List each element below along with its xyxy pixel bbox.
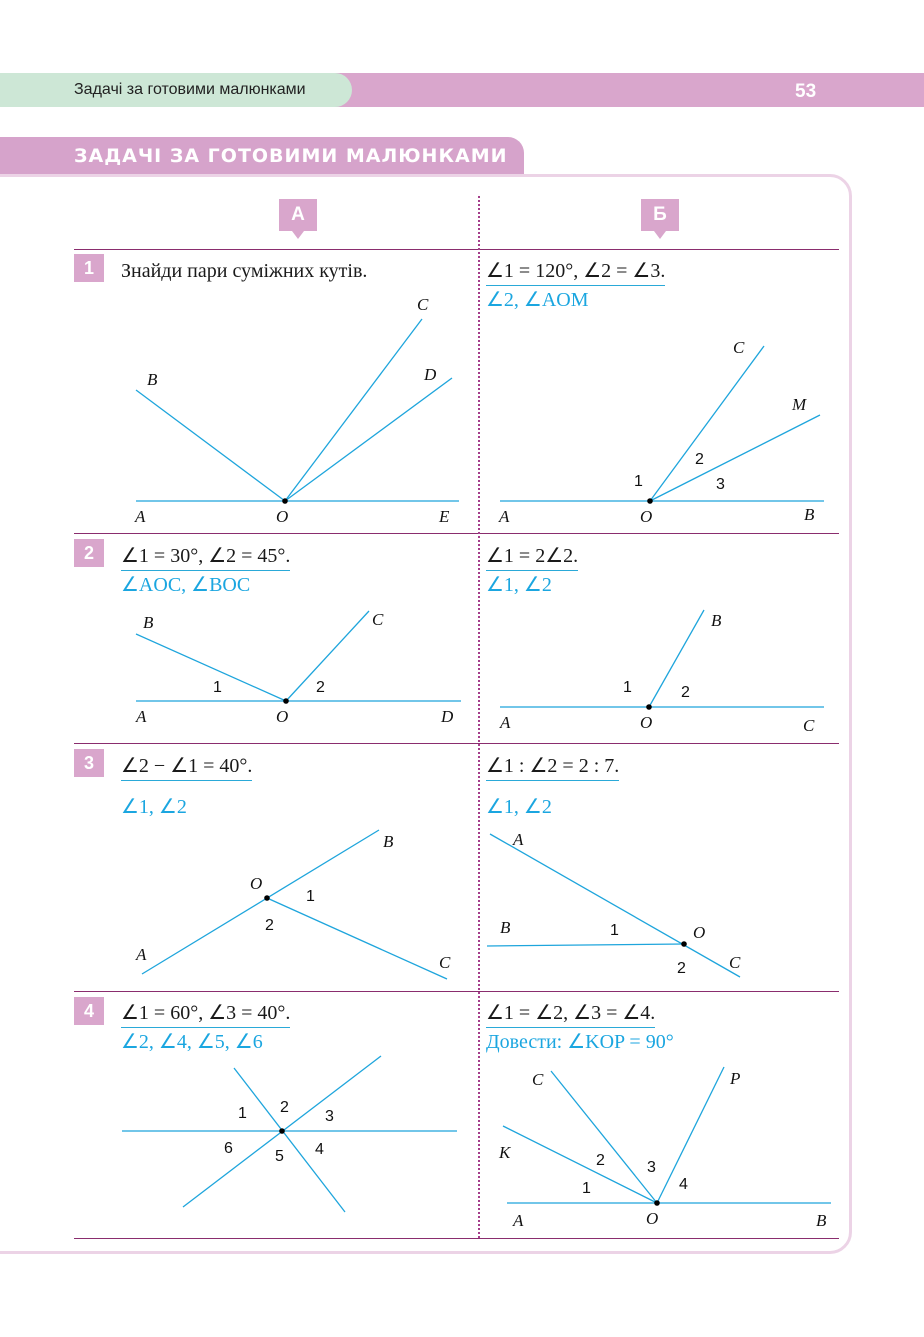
label-m: M [792, 395, 807, 414]
label-a: A [500, 713, 511, 732]
label-c: C [417, 295, 429, 314]
label-k: K [499, 1143, 511, 1162]
problem-3a-given: ∠2 − ∠1 = 40°. [121, 754, 252, 781]
column-badge-b: Б [641, 199, 679, 231]
ray-oc [650, 346, 764, 501]
label-o: O [250, 874, 263, 893]
line-falling [234, 1068, 345, 1212]
point-o [283, 698, 289, 704]
point-intersection [279, 1128, 285, 1134]
problem-3a-find: ∠1, ∠2 [121, 796, 187, 818]
label-e: E [439, 507, 450, 526]
problem-1a-statement: Знайди пари суміжних кутів. [121, 260, 368, 282]
angle-1: 1 [623, 679, 632, 696]
label-b: B [147, 370, 158, 389]
problem-1b-given: ∠1 = 120°, ∠2 = ∠3. [486, 259, 665, 286]
angle-3: 3 [325, 1108, 334, 1125]
ray-oc [267, 898, 447, 979]
label-b: B [143, 613, 154, 632]
ray-ob [136, 390, 285, 501]
angle-2: 2 [316, 679, 325, 696]
angle-1: 1 [213, 679, 222, 696]
point-o [647, 498, 653, 504]
line-ab [142, 830, 379, 974]
label-o: O [640, 507, 653, 526]
problem-number-4: 4 [74, 997, 104, 1025]
figure-2b [499, 610, 824, 735]
point-o [264, 895, 270, 901]
problem-2a-given: ∠1 = 30°, ∠2 = 45°. [121, 544, 290, 571]
figure-1a [134, 295, 459, 526]
label-a: A [135, 507, 146, 526]
angle-5: 5 [275, 1148, 284, 1165]
figure-4b [498, 1067, 831, 1230]
label-b: B [804, 505, 815, 524]
label-o: O [276, 507, 289, 526]
ray-od [285, 378, 452, 501]
label-b: B [500, 918, 511, 937]
angle-1: 1 [610, 922, 619, 939]
figure-3b [487, 830, 741, 977]
label-c: C [729, 953, 741, 972]
label-o: O [640, 713, 653, 732]
angle-4: 4 [679, 1176, 688, 1193]
label-o: O [646, 1209, 659, 1228]
figure-1b [498, 338, 824, 526]
problem-4b-given: ∠1 = ∠2, ∠3 = ∠4. [486, 1001, 655, 1028]
angle-2: 2 [280, 1099, 289, 1116]
ray-ok [503, 1126, 657, 1203]
angle-2: 2 [677, 960, 686, 977]
label-o: O [276, 707, 289, 726]
label-c: C [532, 1070, 544, 1089]
angle-3: 3 [716, 476, 725, 493]
angle-4: 4 [315, 1141, 324, 1158]
angle-1: 1 [238, 1105, 247, 1122]
section-title: ЗАДАЧІ ЗА ГОТОВИМИ МАЛЮНКАМИ [74, 145, 508, 167]
point-o [654, 1200, 660, 1206]
problem-2b-given: ∠1 = 2∠2. [486, 544, 578, 571]
figure-2a [135, 610, 461, 726]
label-p: P [730, 1069, 741, 1088]
ray-ob [649, 610, 704, 707]
label-c: C [803, 716, 815, 735]
angle-2: 2 [596, 1152, 605, 1169]
line-ac [490, 834, 740, 977]
label-c: C [439, 953, 451, 972]
problem-4b-find: Довести: ∠KOP = 90° [486, 1031, 674, 1053]
label-a: A [513, 1211, 524, 1230]
problem-number-3: 3 [74, 749, 104, 777]
ray-ob [487, 944, 684, 946]
angle-3: 3 [647, 1159, 656, 1176]
angle-2: 2 [265, 917, 274, 934]
figure-3a [135, 830, 451, 979]
ray-om [650, 415, 820, 501]
page-number: 53 [795, 81, 817, 102]
label-c: C [733, 338, 745, 357]
ray-ob [136, 634, 286, 701]
label-a: A [499, 507, 510, 526]
angle-2: 2 [681, 684, 690, 701]
ray-oc [285, 319, 422, 501]
point-o [681, 941, 687, 947]
problem-4a-find: ∠2, ∠4, ∠5, ∠6 [121, 1031, 263, 1053]
angle-1: 1 [582, 1180, 591, 1197]
angle-1: 1 [634, 473, 643, 490]
ray-oc [286, 611, 369, 701]
problem-2b-find: ∠1, ∠2 [486, 574, 552, 596]
label-d: D [424, 365, 437, 384]
label-c: C [372, 610, 384, 629]
label-b: B [711, 611, 722, 630]
running-header-title: Задачі за готовими малюнками [74, 81, 306, 98]
label-b: B [383, 832, 394, 851]
problem-2a-find: ∠AOC, ∠BOC [121, 574, 251, 596]
problem-1b-find: ∠2, ∠AOM [486, 289, 589, 311]
problem-3b-find: ∠1, ∠2 [486, 796, 552, 818]
angle-2: 2 [695, 451, 704, 468]
column-badge-a: А [279, 199, 317, 231]
problem-number-1: 1 [74, 254, 104, 282]
label-b: B [816, 1211, 827, 1230]
angle-6: 6 [224, 1140, 233, 1157]
figure-4a [122, 1056, 457, 1212]
point-o [282, 498, 288, 504]
label-d: D [441, 707, 454, 726]
problem-4a-given: ∠1 = 60°, ∠3 = 40°. [121, 1001, 290, 1028]
label-a: A [136, 707, 147, 726]
angle-1: 1 [306, 888, 315, 905]
ray-oc [551, 1071, 657, 1203]
problem-3b-given: ∠1 : ∠2 = 2 : 7. [486, 754, 619, 781]
label-o: O [693, 923, 706, 942]
point-o [646, 704, 652, 710]
ray-op [657, 1067, 724, 1203]
problem-number-2: 2 [74, 539, 104, 567]
label-a: A [136, 945, 147, 964]
label-a: A [513, 830, 524, 849]
